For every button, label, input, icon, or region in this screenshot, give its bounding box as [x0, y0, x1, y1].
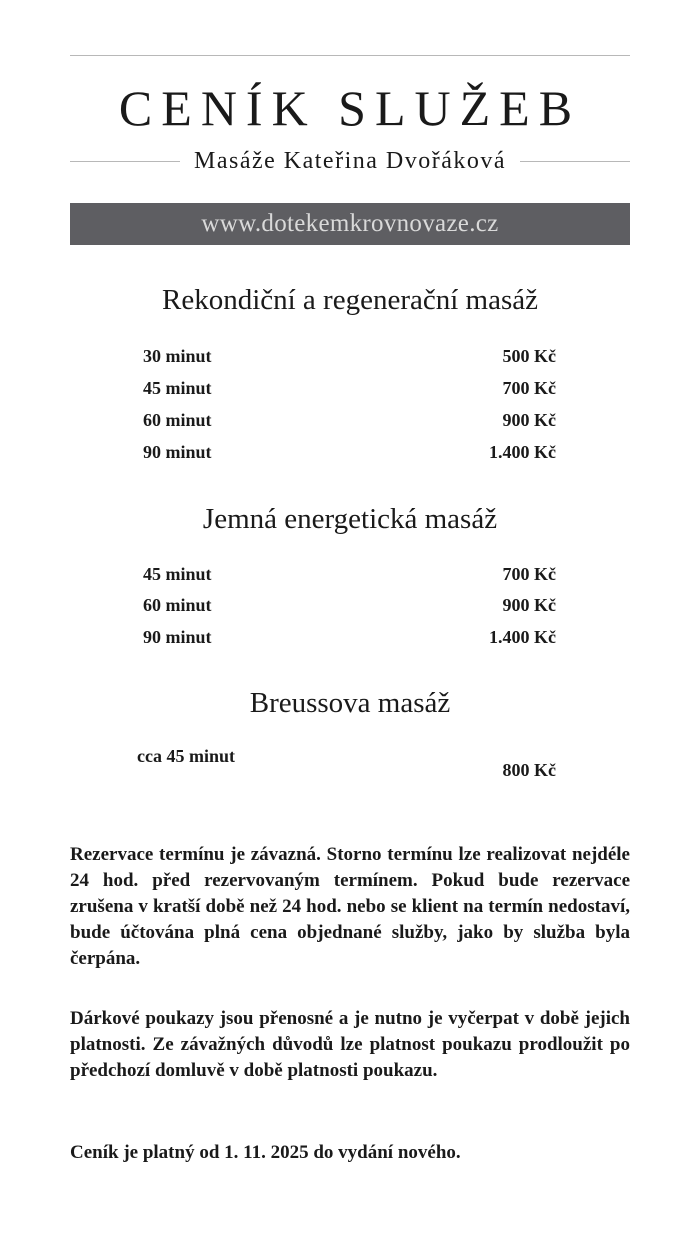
price: 700 Kč: [502, 378, 556, 398]
page-title: CENÍK SLUŽEB: [118, 80, 582, 136]
voucher-note: Dárkové poukazy jsou přenosné a je nutno je vyčerpat v době jejich platnosti. Ze závažných důvodů lze platnost poukazu prodloužit po předchozí domluvě v době platnosti poukazu.: [70, 1008, 630, 1081]
price: 500 Kč: [502, 346, 556, 366]
price-row: [137, 746, 556, 780]
price: 800 Kč: [502, 760, 556, 780]
top-divider: [70, 55, 630, 56]
subtitle-divider-left: [70, 161, 180, 162]
subtitle: Masáže Kateřina Dvořáková: [193, 147, 507, 174]
duration: 60 minut: [143, 595, 212, 615]
duration: 90 minut: [143, 442, 212, 462]
duration: 90 minut: [143, 627, 212, 647]
reservation-note: Rezervace termínu je závazná. Storno termínu lze realizovat nejdéle 24 hod. před rezervovaným termínem. Pokud bude rezervace zrušena v kratší době než 24 hod. nebo se klient na termín nedostaví, bude účtována plná cena objednané služby, jako by služba byla čerpána.: [70, 844, 630, 969]
price-row: [143, 595, 556, 619]
price: 1.400 Kč: [489, 627, 556, 647]
duration: cca 45 minut: [137, 746, 235, 766]
subtitle-row: [70, 146, 630, 176]
section-title-jemna: Jemná energetická masáž: [202, 503, 498, 535]
price: 900 Kč: [502, 410, 556, 430]
subtitle-divider-right: [520, 161, 630, 162]
price-row: [143, 627, 556, 651]
website-banner: [70, 203, 630, 245]
price: 1.400 Kč: [489, 442, 556, 462]
duration: 45 minut: [143, 378, 212, 398]
price-row: [143, 410, 556, 434]
price-row: [143, 346, 556, 370]
price: 700 Kč: [502, 564, 556, 584]
duration: 30 minut: [143, 346, 212, 366]
duration: 60 minut: [143, 410, 212, 430]
validity-note: Ceník je platný od 1. 11. 2025 do vydání nového.: [70, 1142, 461, 1163]
price: 900 Kč: [502, 595, 556, 615]
website-link[interactable]: www.dotekemkrovnovaze.cz: [201, 210, 499, 237]
section-title-breussova: Breussova masáž: [249, 687, 451, 719]
section-title-rekondicni: Rekondiční a regenerační masáž: [161, 284, 538, 316]
price-row: [143, 442, 556, 466]
duration: 45 minut: [143, 564, 212, 584]
price-row: [143, 378, 556, 402]
price-row: [143, 564, 556, 588]
